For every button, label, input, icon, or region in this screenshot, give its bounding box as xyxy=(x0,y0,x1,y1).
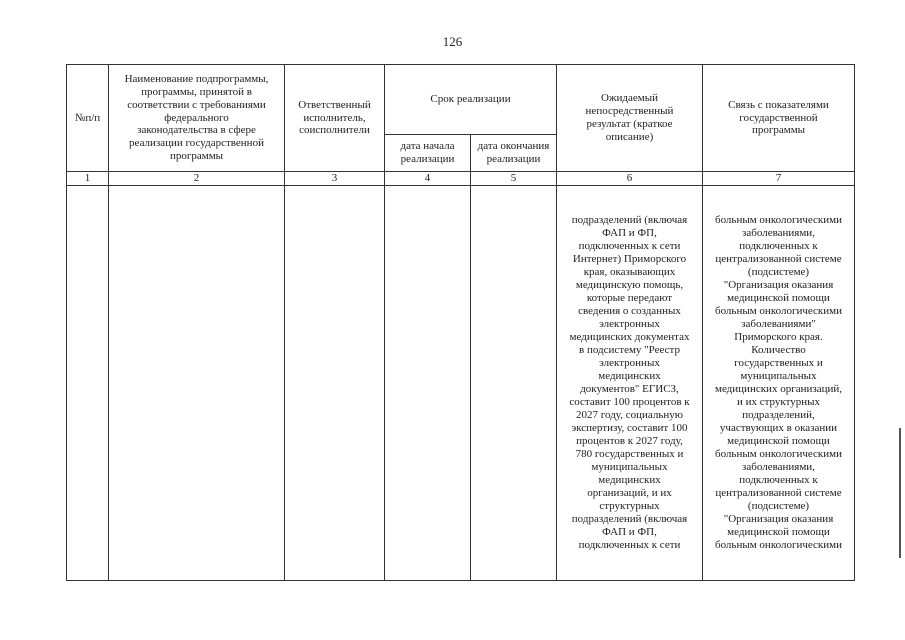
column-number: 7 xyxy=(703,172,855,186)
column-number: 1 xyxy=(67,172,109,186)
column-number: 2 xyxy=(109,172,285,186)
responsible-cell xyxy=(285,186,385,581)
column-number: 5 xyxy=(471,172,557,186)
subprogram-name-cell xyxy=(109,186,285,581)
header-indicators-link: Связь с показателями государственной программы xyxy=(703,65,855,172)
header-responsible: Ответственный исполнитель, соисполнители xyxy=(285,65,385,172)
column-number: 4 xyxy=(385,172,471,186)
scan-edge-mark xyxy=(899,428,901,558)
header-expected-result: Ожидаемый непосредственный результат (краткое описание) xyxy=(557,65,703,172)
end-date-cell xyxy=(471,186,557,581)
column-number: 6 xyxy=(557,172,703,186)
indicators-link-cell: больным онкологическими заболеваниями, подключенных к централизованной системе (подсистеме) "Организация оказания медицинской помощи больным онкологическими заболеваниями" Приморского края. Количество государственных и муниципальных медицинских организаций, и их структурных подразделений, участвующих в оказании медицинской помощи больным онкологическими заболеваниями, подключенных к централизованной системе (подсистеме) "Организация оказания медицинской помощи больным онкологическими xyxy=(703,186,855,581)
header-end-date: дата окончания реализации xyxy=(471,135,557,172)
header-subprogram-name: Наименование подпрограммы, программы, принятой в соответствии с требованиями федерального законодательства в сфере реализации государственной программы xyxy=(109,65,285,172)
header-number: №п/п xyxy=(67,65,109,172)
expected-result-cell: подразделений (включая ФАП и ФП, подключенных к сети Интернет) Приморского края, оказывающих медицинскую помощь, которые передают сведения о созданных электронных медицинских документах в подсистему "Реестр электронных медицинских документов" ЕГИСЗ, составит 100 процентов к 2027 году, социальную экспертизу, составит 100 процентов к 2027 году, 780 государственных и муниципальных медицинских организаций, и их структурных подразделений (включая ФАП и ФП, подключенных к сети xyxy=(557,186,703,581)
row-number-cell xyxy=(67,186,109,581)
header-start-date: дата начала реализации xyxy=(385,135,471,172)
program-table xyxy=(66,64,855,581)
page-number: 126 xyxy=(442,34,463,49)
column-number: 3 xyxy=(285,172,385,186)
header-period: Срок реализации xyxy=(385,65,557,135)
start-date-cell xyxy=(385,186,471,581)
